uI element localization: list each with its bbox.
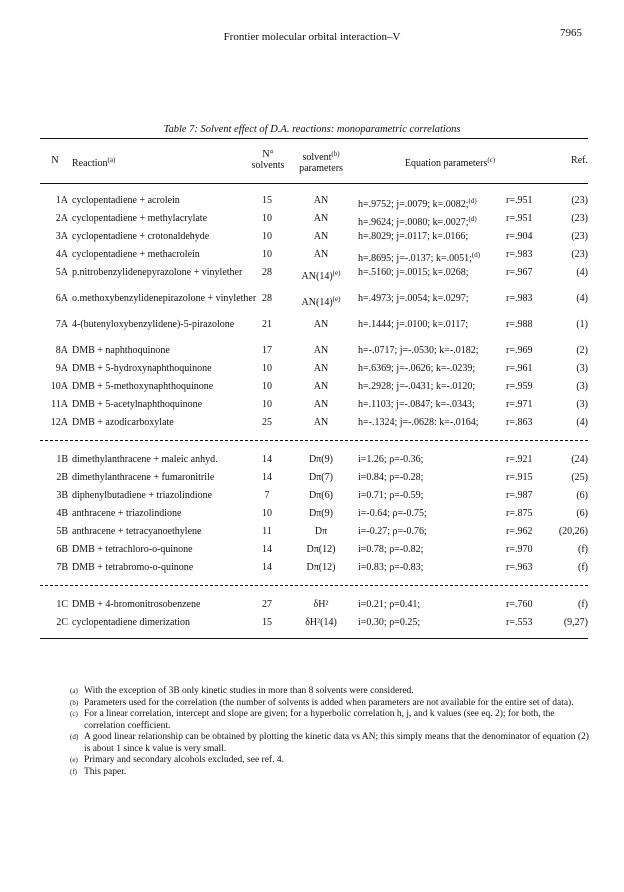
row-reaction: DMB + 5-hydroxynaphthoquinone (72, 363, 212, 374)
row-equation (358, 228, 508, 246)
row-reaction: DMB + tetrachloro-o-quinone (72, 544, 193, 555)
row-solvents: 25 (262, 417, 272, 428)
table-row (40, 505, 588, 523)
row-equation-value: h=.4973; j=.0054; k=.0297; (358, 293, 469, 304)
footnote (70, 732, 590, 755)
table-row (40, 192, 588, 210)
row-equation (358, 319, 508, 331)
row-correlation: r=.963 (506, 562, 533, 573)
row-reaction: cyclopentadiene + methylacrylate (72, 213, 208, 224)
row-equation (358, 487, 508, 505)
row-spacer (40, 184, 588, 192)
row-equation (358, 451, 508, 469)
row-number: 6A (55, 293, 68, 304)
row-number: 9A (55, 363, 68, 374)
row-parameter-value: AN (313, 319, 329, 330)
row-parameter-value: AN (313, 249, 329, 260)
row-parameters (292, 614, 350, 632)
row-solvents: 10 (262, 508, 272, 519)
row-parameter-value: AN (313, 213, 329, 224)
page-header (0, 27, 624, 43)
row-equation-value: i=0.83; ρ=-0.83; (358, 562, 424, 573)
table-row (40, 378, 588, 396)
row-equation-value: i=0.71; ρ=-0.59; (358, 490, 424, 501)
row-reference: (4) (576, 267, 588, 278)
row-equation-value: i=0.84; ρ=-0.28; (358, 472, 424, 483)
row-parameter-value: AN (313, 399, 329, 410)
row-number: 5A (55, 267, 68, 278)
row-parameter-value: Dπ(12) (306, 544, 336, 555)
row-equation (358, 596, 508, 614)
row-parameter-value: Dπ(9) (309, 508, 333, 519)
footnote-mark: (b) (70, 698, 79, 707)
row-solvents: 14 (262, 562, 272, 573)
row-solvents: 14 (262, 544, 272, 555)
row-spacer (40, 577, 588, 583)
row-correlation: r=.921 (506, 454, 533, 465)
table-row (40, 316, 588, 342)
row-parameter-value: AN (313, 195, 329, 206)
row-equation-value: h=-.1324; j=-.0628: k=-.0164; (358, 417, 479, 428)
row-parameter-value: δH² (313, 599, 329, 610)
row-equation-value: h=.6369; j=-.0626; k=-.0239; (358, 363, 476, 374)
row-correlation: r=.904 (506, 231, 533, 242)
row-parameters (292, 487, 350, 505)
group-divider (40, 585, 588, 586)
row-equation-value: h=.9624; j=.0080; k=.0027; (358, 217, 469, 228)
row-reference: (1) (576, 319, 588, 330)
table-bottom-rule (40, 638, 588, 639)
row-correlation: r=.988 (506, 319, 533, 330)
row-equation-value: i=0.21; ρ=0.41; (358, 599, 421, 610)
row-reference: (6) (576, 508, 588, 519)
row-reference: (23) (571, 249, 588, 260)
row-reaction: dimethylanthracene + fumaronitrile (72, 472, 215, 483)
row-equation (358, 378, 508, 396)
row-parameters (292, 342, 350, 360)
row-number: 5B (56, 526, 68, 537)
table-row (40, 596, 588, 614)
row-parameter-value: Dπ(12) (306, 562, 336, 573)
row-correlation: r=.760 (506, 599, 533, 610)
row-parameters (292, 451, 350, 469)
table-row (40, 396, 588, 414)
row-solvents: 14 (262, 472, 272, 483)
row-parameter-value: AN (313, 417, 329, 428)
row-parameter-value: Dπ(9) (309, 454, 333, 465)
group-divider (40, 440, 588, 441)
table-header (40, 139, 588, 183)
row-equation-value: i=-0.27; ρ=-0.76; (358, 526, 427, 537)
row-reaction: cyclopentadiene + methacrolein (72, 249, 200, 260)
row-parameters (292, 192, 350, 210)
row-equation-value: h=.2928; j=-.0431; k=-.0120; (358, 381, 476, 392)
row-number: 2C (56, 617, 68, 628)
table-caption: Table 7: Solvent effect of D.A. reactions: monoparametric correlations (163, 124, 461, 135)
row-solvents: 10 (262, 231, 272, 242)
col-reaction-header: Reaction$^{(a)}$ (72, 156, 116, 169)
row-reference: (6) (576, 490, 588, 501)
row-correlation: r=.553 (506, 617, 533, 628)
row-reaction: dimethylanthracene + maleic anhyd. (72, 454, 218, 465)
footnote-text: With the exception of 3B only kinetic studies in more than 8 solvents were considered. (84, 686, 414, 696)
row-equation (358, 360, 508, 378)
row-reaction: 4-(butenyloxybenzylidene)-5-pirazolone (72, 319, 235, 330)
footnote-text: Primary and secondary alcohols excluded, see ref. 4. (84, 755, 284, 765)
row-equation-value: h=.9752; j=.0079; k=.0082; (358, 199, 469, 210)
footnote-mark: (f) (70, 767, 77, 776)
col-ref-header: Ref. (571, 155, 588, 166)
row-number: 7B (56, 562, 68, 573)
row-solvents: 21 (262, 319, 272, 330)
row-solvents: 15 (262, 617, 272, 628)
row-solvents: 10 (262, 363, 272, 374)
row-reference: (3) (576, 399, 588, 410)
row-reaction: cyclopentadiene + acrolein (72, 195, 180, 206)
col-equation-header: Equation parameters$^{(c)}$ (404, 156, 496, 169)
row-reference: (23) (571, 231, 588, 242)
row-equation-value: h=.8695; j=-.0137; k=.0051; (358, 253, 472, 264)
row-parameter-value: AN (313, 381, 329, 392)
row-solvents: 15 (262, 195, 272, 206)
row-number: 4B (56, 508, 68, 519)
row-reaction: cyclopentadiene dimerization (72, 617, 191, 628)
table-row (40, 559, 588, 577)
row-parameter-value: δH²(14) (305, 617, 337, 628)
row-parameters (292, 541, 350, 559)
row-spacer (40, 588, 588, 596)
row-parameters (292, 228, 350, 246)
row-number: 2B (56, 472, 68, 483)
row-number: 6B (56, 544, 68, 555)
row-number: 7A (55, 319, 68, 330)
row-correlation: r=.863 (506, 417, 533, 428)
table-row (40, 414, 588, 432)
row-reference: (23) (571, 213, 588, 224)
footnote-mark: (c) (70, 710, 78, 718)
row-reaction: DMB + naphthoquinone (72, 345, 170, 356)
row-parameter-value: Dπ(7) (309, 472, 333, 483)
row-equation (358, 559, 508, 577)
row-number: 4A (55, 249, 68, 260)
row-number: 3A (55, 231, 68, 242)
row-equation (358, 414, 508, 432)
row-number: 1A (55, 195, 68, 206)
row-reaction: DMB + tetrabromo-o-quinone (72, 562, 194, 573)
row-correlation: r=.987 (506, 490, 533, 501)
table-row (40, 451, 588, 469)
table-row (40, 541, 588, 559)
row-spacer (40, 443, 588, 451)
row-parameter-mark: (e) (332, 269, 341, 277)
row-equation-value: i=-0.64; ρ=-0.75; (358, 508, 427, 519)
row-equation-value: i=0.78; ρ=-0.82; (358, 544, 424, 555)
row-parameters (292, 523, 350, 541)
row-reference: (f) (578, 599, 588, 610)
row-equation-value: h=.5160; j=.0015; k=.0268; (358, 267, 469, 278)
row-parameters (292, 293, 350, 309)
row-reference: (3) (576, 363, 588, 374)
footnote (70, 755, 590, 767)
row-equation-value: h=.1444; j=.0100; k=.0117; (358, 319, 469, 330)
row-equation (358, 541, 508, 559)
table-row (40, 487, 588, 505)
row-parameter-mark: (e) (332, 295, 341, 303)
row-reference: (23) (571, 195, 588, 206)
row-equation (358, 505, 508, 523)
row-parameter-value: Dπ(6) (309, 490, 333, 501)
row-solvents: 10 (262, 399, 272, 410)
row-solvents: 10 (262, 381, 272, 392)
row-correlation: r=.971 (506, 399, 533, 410)
footnote-text: A good linear relationship can be obtained by plotting the kinetic data vs AN; this simply means that the denominator of equation (2) is about 1 since k value is very small. (84, 732, 589, 754)
row-equation-mark: (d) (468, 215, 477, 223)
row-parameters (292, 246, 350, 264)
footnote-text: This paper. (84, 766, 127, 777)
row-reaction: anthracene + triazolindione (72, 508, 182, 519)
row-reaction: DMB + 5-acetylnaphthoquinone (72, 399, 203, 410)
row-reaction: anthracene + tetracyanoethylene (72, 526, 202, 537)
footnote (70, 698, 590, 710)
row-correlation: r=.962 (506, 526, 533, 537)
row-number: 8A (55, 345, 68, 356)
row-correlation: r=.959 (506, 381, 533, 392)
row-parameters (292, 505, 350, 523)
row-reference: (3) (576, 381, 588, 392)
row-reference: (24) (571, 454, 588, 465)
row-reaction: cyclopentadiene + crotonaldehyde (72, 231, 210, 242)
table-row (40, 360, 588, 378)
row-number: 12A (50, 417, 68, 428)
row-solvents: 10 (262, 213, 272, 224)
row-reaction: DMB + 5-methoxynaphthoquinone (72, 381, 214, 392)
footnote (70, 709, 590, 732)
row-correlation: r=.961 (506, 363, 533, 374)
running-title: Frontier molecular orbital interaction–V (223, 31, 401, 43)
row-solvents: 28 (262, 293, 272, 304)
table-row (40, 523, 588, 541)
row-parameter-value: AN (313, 345, 329, 356)
row-reaction: DMB + 4-bromonitrosobenzene (72, 599, 201, 610)
row-equation (358, 267, 508, 279)
row-reference: (4) (576, 417, 588, 428)
row-parameters (292, 378, 350, 396)
row-correlation: r=.951 (506, 195, 533, 206)
row-parameters (292, 469, 350, 487)
footnote-mark: (d) (70, 733, 79, 741)
footnote-mark: (e) (70, 756, 78, 764)
row-equation (358, 614, 508, 632)
row-reference: (9,27) (563, 617, 588, 628)
row-equation (358, 469, 508, 487)
row-reference: (f) (578, 562, 588, 573)
row-reference: (25) (571, 472, 588, 483)
row-parameters (292, 360, 350, 378)
page-number: 7965 (560, 27, 582, 39)
table-row (40, 290, 588, 316)
row-correlation: r=.983 (506, 249, 533, 260)
row-reaction: DMB + azodicarboxylate (72, 417, 174, 428)
row-number: 1B (56, 454, 68, 465)
row-parameter-value: AN(14) (301, 297, 333, 308)
row-equation-mark: (d) (468, 197, 477, 205)
table-row (40, 246, 588, 264)
row-equation-value: h=-.0717; j=-.0530; k=-.0182; (358, 345, 479, 356)
row-equation (358, 342, 508, 360)
row-solvents: 10 (262, 249, 272, 260)
correlation-table (40, 138, 588, 639)
row-reaction: diphenylbutadiene + triazolindione (72, 490, 213, 501)
row-correlation: r=.983 (506, 293, 533, 304)
row-number: 2A (55, 213, 68, 224)
row-solvents: 17 (262, 345, 272, 356)
footnote (70, 767, 590, 779)
row-parameter-value: Dπ (314, 526, 328, 537)
row-equation-value: h=.1103; j=-.0847; k=-.0343; (358, 399, 475, 410)
row-solvents: 27 (262, 599, 272, 610)
table-row (40, 228, 588, 246)
table-row (40, 342, 588, 360)
row-reference: (20,26) (558, 526, 588, 537)
row-number: 10A (50, 381, 68, 392)
col-solvents-header: N° solvents (251, 149, 285, 171)
row-equation-value: i=1.26; ρ=-0.36; (358, 454, 424, 465)
col-parameters-header: solvent$^{(b)}$ parameters (299, 150, 343, 174)
row-parameter-value: AN (313, 231, 329, 242)
row-correlation: r=.969 (506, 345, 533, 356)
row-reaction: p.nitrobenzylidenepyrazolone + vinylether (72, 267, 243, 278)
row-correlation: r=.951 (506, 213, 533, 224)
row-equation-mark: (d) (471, 251, 481, 259)
row-parameter-value: AN(14) (301, 271, 333, 282)
row-solvents: 14 (262, 454, 272, 465)
row-solvents: 7 (264, 490, 270, 501)
footnote-text: For a linear correlation, intercept and slope are given; for a hyperbolic correlation h, j, and k values (see eq. 2); for both, the correlation coefficient. (84, 709, 555, 731)
row-solvents: 28 (262, 267, 272, 278)
table-row (40, 469, 588, 487)
table-row (40, 210, 588, 228)
col-n-header: N (51, 155, 59, 166)
row-solvents: 11 (262, 526, 272, 537)
row-parameters (292, 396, 350, 414)
row-number: 11A (51, 399, 68, 410)
row-equation-value: h=.8029; j=.0117; k=.0166; (358, 231, 469, 242)
table-row (40, 264, 588, 290)
row-reference: (2) (576, 345, 588, 356)
row-equation (358, 293, 508, 305)
row-correlation: r=.970 (506, 544, 533, 555)
table-body (40, 184, 588, 638)
row-reaction: o.methoxybenzylidenepirazolone + vinylether (72, 293, 257, 304)
row-spacer (40, 432, 588, 438)
row-correlation: r=.875 (506, 508, 533, 519)
table-row (40, 614, 588, 632)
footnotes (70, 686, 590, 778)
row-reference: (f) (578, 544, 588, 555)
row-reference: (4) (576, 293, 588, 304)
row-equation-value: i=0.30; ρ=0.25; (358, 617, 421, 628)
row-parameters (292, 414, 350, 432)
footnote (70, 686, 590, 698)
row-equation (358, 396, 508, 414)
footnote-text: Parameters used for the correlation (the number of solvents is added when parameters are not available for the entire set of data). (84, 697, 574, 708)
row-correlation: r=.967 (506, 267, 533, 278)
row-parameters (292, 210, 350, 228)
row-correlation: r=.915 (506, 472, 533, 483)
footnote-mark: (a) (70, 687, 78, 695)
row-number: 3B (56, 490, 68, 501)
row-equation (358, 523, 508, 541)
row-parameters (292, 559, 350, 577)
row-parameters (292, 319, 350, 331)
row-parameters (292, 596, 350, 614)
row-number: 1C (56, 599, 68, 610)
row-parameters (292, 267, 350, 283)
row-parameter-value: AN (313, 363, 329, 374)
